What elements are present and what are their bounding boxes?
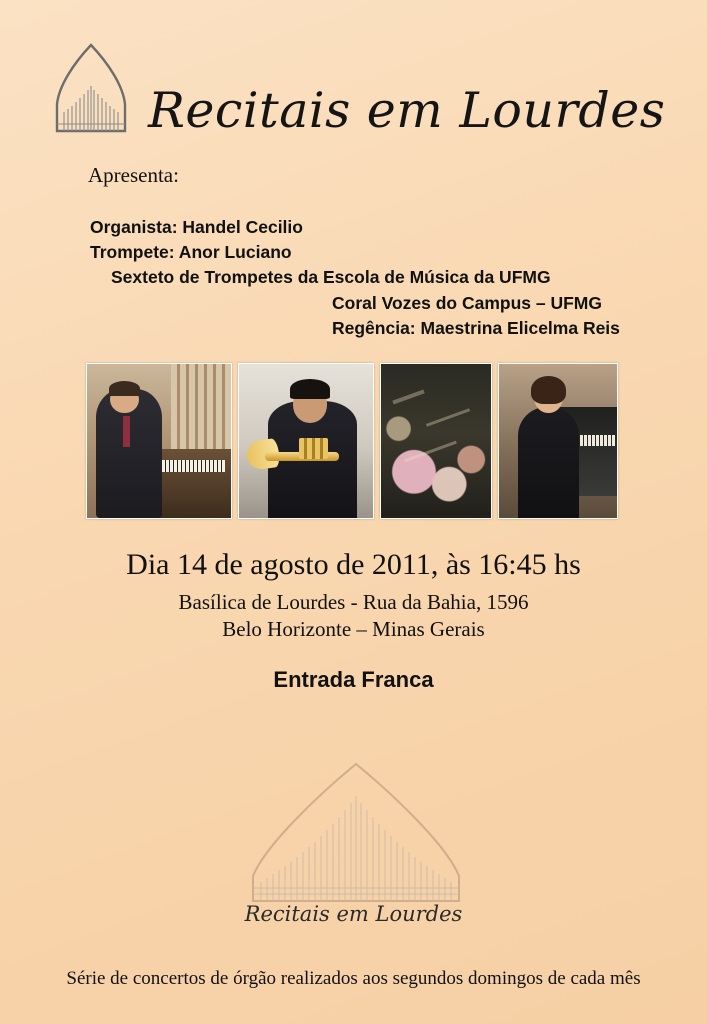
credit-trumpet: Trompete: Anor Luciano [90,242,292,262]
credit-choir: Coral Vozes do Campus – UFMG [332,293,602,313]
intro-label: Apresenta: [88,163,179,187]
credit-conductor: Regência: Maestrina Elicelma Reis [332,318,620,338]
photo-strip [86,363,622,519]
organ-pipes-large-icon [243,760,469,905]
photo-organist [86,363,232,519]
poster-footer: Série de concertos de órgão realizados aos segundos domingos de cada mês [66,968,641,989]
poster-brand-title [148,82,666,139]
poster-header [0,34,707,139]
credit-sextet: Sexteto de Trompetes da Escola de Música da UFMG [111,267,551,287]
photo-trumpeter [238,363,374,519]
photo-pianist [498,363,618,519]
brand-title-text: Recitais em Lourdes [148,82,666,139]
event-venue-address: Basílica de Lourdes - Rua da Bahia, 1596 [178,590,529,614]
organ-pipes-icon [53,42,129,134]
photo-painting-dancers [380,363,492,519]
event-venue-city: Belo Horizonte – Minas Gerais [222,617,485,641]
event-date: Dia 14 de agosto de 2011, às 16:45 hs [126,548,581,581]
logo-caption: Recitais em Lourdes [244,902,463,926]
credit-organist: Organista: Handel Cecilio [90,217,303,237]
event-admission: Entrada Franca [273,667,434,692]
